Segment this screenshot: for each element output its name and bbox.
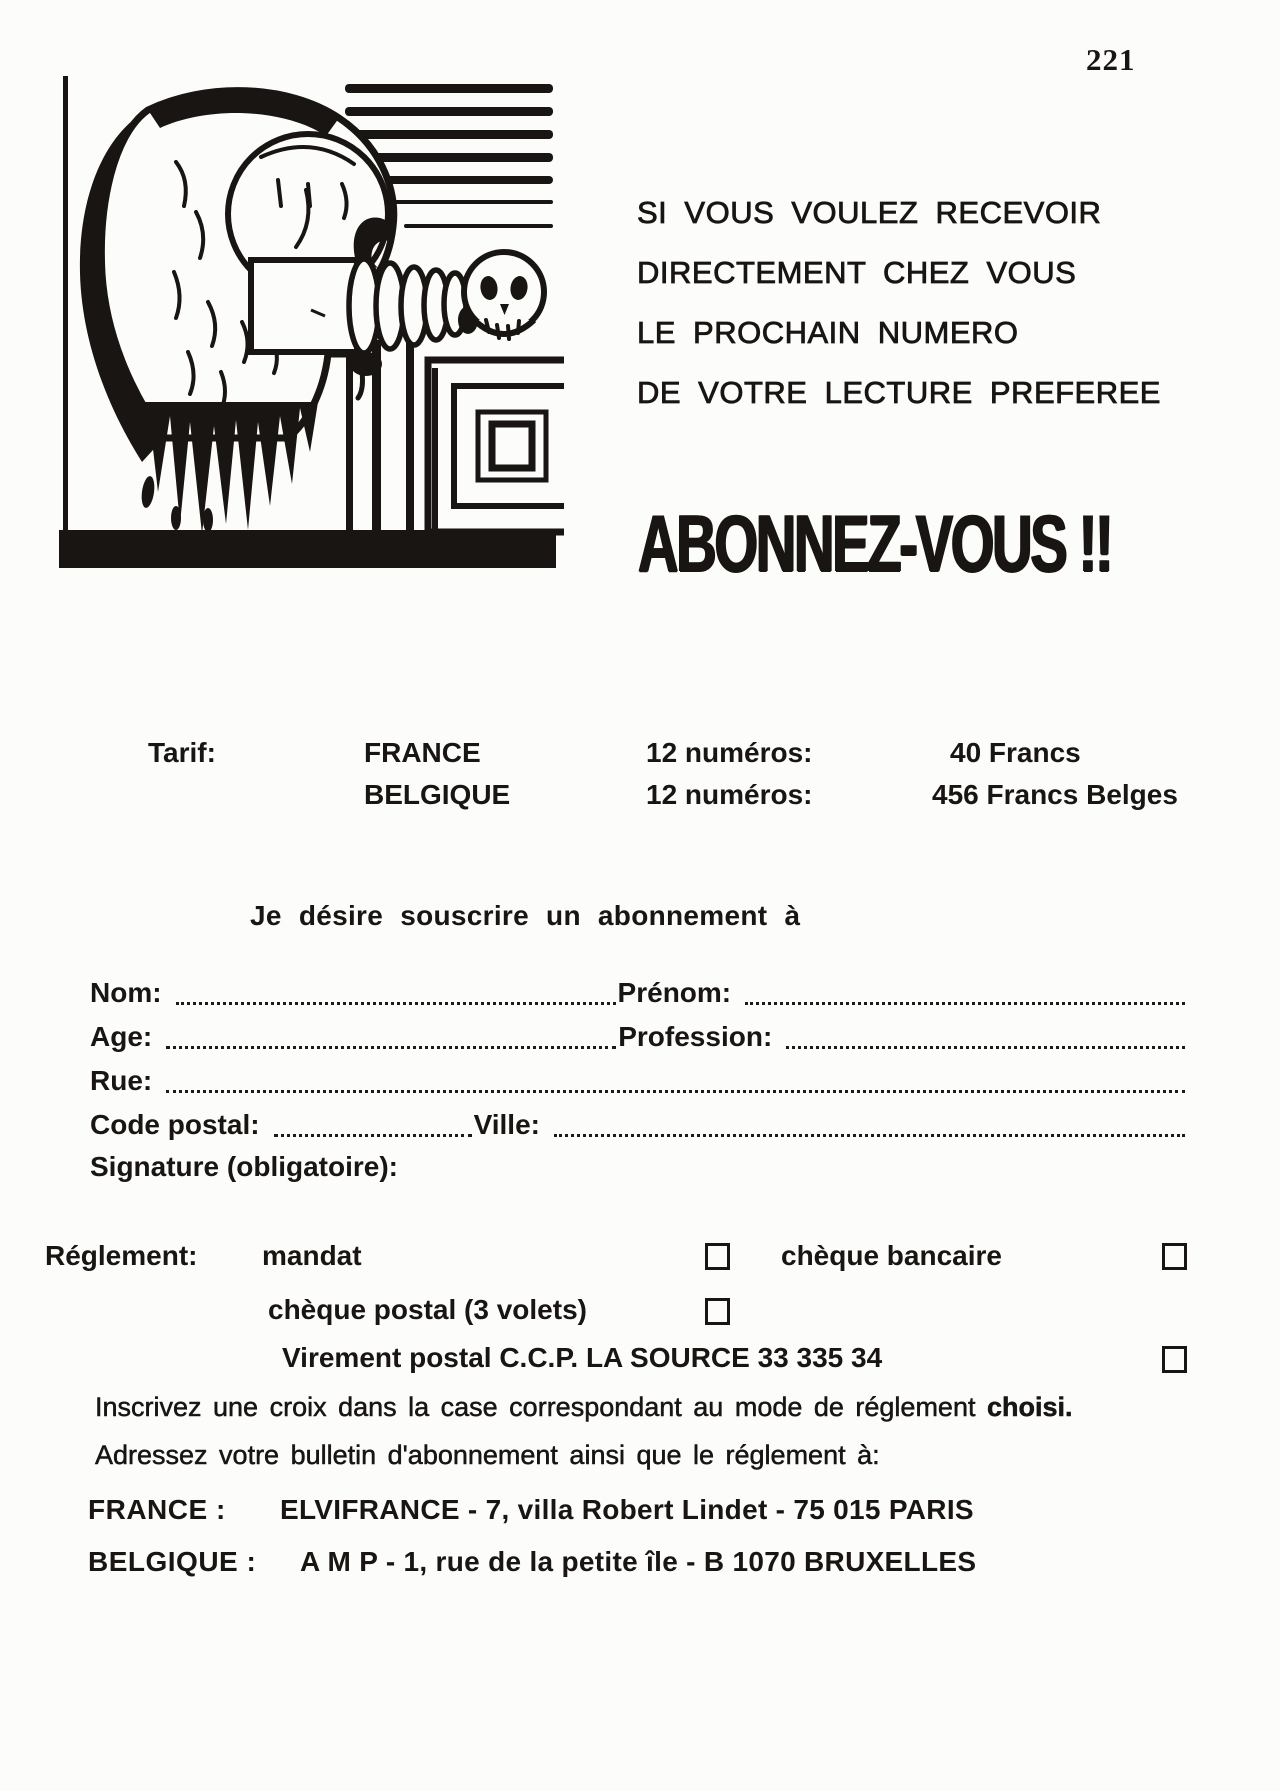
rue-label: Rue: <box>90 1065 153 1096</box>
intro-line: DIRECTEMENT CHEZ VOUS <box>637 255 1077 290</box>
signature-label: Signature (obligatoire): <box>90 1151 398 1182</box>
payment-option-cheque-bancaire: chèque bancaire <box>781 1240 1002 1271</box>
intro-line: LE PROCHAIN NUMERO <box>637 315 1019 350</box>
rue-input-line[interactable] <box>166 1067 1185 1093</box>
headline: ABONNEZ-VOUS !! <box>638 499 1112 589</box>
virement-checkbox[interactable] <box>1162 1346 1187 1373</box>
cheque-postal-checkbox[interactable] <box>705 1298 730 1325</box>
page-number: 221 <box>1086 42 1136 77</box>
profession-label: Profession: <box>618 1021 773 1052</box>
tariff-quantity: 12 numéros: <box>646 737 813 768</box>
ville-input-line[interactable] <box>554 1111 1185 1137</box>
form-row-nom-prenom <box>90 974 1187 1010</box>
form-row-signature <box>90 1148 1187 1184</box>
age-label: Age: <box>90 1021 153 1052</box>
mandat-checkbox[interactable] <box>705 1243 730 1270</box>
door-window-frames <box>428 360 564 532</box>
skull-icon <box>458 252 544 339</box>
intro-line: SI VOUS VOULEZ RECEVOIR <box>637 195 1102 230</box>
creature-skull-illustration <box>56 72 564 572</box>
nom-input-line[interactable] <box>176 979 616 1005</box>
address-belgique-value: A M P - 1, rue de la petite île - B 1070 BRUXELLES <box>300 1546 977 1577</box>
instruction-line-2: Adressez votre bulletin d'abonnement ainsi que le réglement à: <box>95 1440 880 1470</box>
ground-bar <box>59 530 556 568</box>
tariff-quantity: 12 numéros: <box>646 779 813 810</box>
nom-label: Nom: <box>90 977 162 1008</box>
intro-line: DE VOTRE LECTURE PREFEREE <box>637 375 1161 410</box>
payment-option-virement: Virement postal C.C.P. LA SOURCE 33 335 34 <box>282 1342 883 1373</box>
payment-option-mandat: mandat <box>262 1240 362 1271</box>
intro-text <box>637 183 1161 423</box>
instruction-text: Inscrivez une croix dans la case correspondant au mode de réglement <box>95 1392 987 1422</box>
tariff-label: Tarif: <box>148 737 216 768</box>
instruction-bold-word: choisi. <box>986 1392 1073 1422</box>
cheque-bancaire-checkbox[interactable] <box>1162 1243 1187 1270</box>
fur-fringe <box>126 402 318 534</box>
tariff-country: FRANCE <box>364 737 481 768</box>
address-france-value: ELVIFRANCE - 7, villa Robert Lindet - 75 015 PARIS <box>280 1494 974 1525</box>
tariff-price: 40 Francs <box>950 737 1081 768</box>
form-row-codepostal-ville <box>90 1106 1187 1142</box>
ville-label: Ville: <box>473 1109 540 1140</box>
payment-option-cheque-postal: chèque postal (3 volets) <box>268 1294 587 1325</box>
tariff-price: 456 Francs Belges <box>932 779 1178 810</box>
instruction-line-1 <box>95 1392 1073 1423</box>
form-row-rue <box>90 1062 1187 1098</box>
form-row-age-profession <box>90 1018 1187 1054</box>
age-input-line[interactable] <box>166 1023 616 1049</box>
frame-left-line <box>63 76 68 532</box>
code-postal-label: Code postal: <box>90 1109 260 1140</box>
code-postal-input-line[interactable] <box>274 1111 472 1137</box>
tariff-country: BELGIQUE <box>364 779 511 810</box>
subscribe-statement: Je désire souscrire un abonnement à <box>250 900 801 931</box>
profession-input-line[interactable] <box>786 1023 1185 1049</box>
address-france-label: FRANCE : <box>88 1494 226 1525</box>
payment-label: Réglement: <box>45 1240 198 1271</box>
prenom-input-line[interactable] <box>745 979 1185 1005</box>
prenom-label: Prénom: <box>617 977 732 1008</box>
address-belgique-label: BELGIQUE : <box>88 1546 257 1577</box>
